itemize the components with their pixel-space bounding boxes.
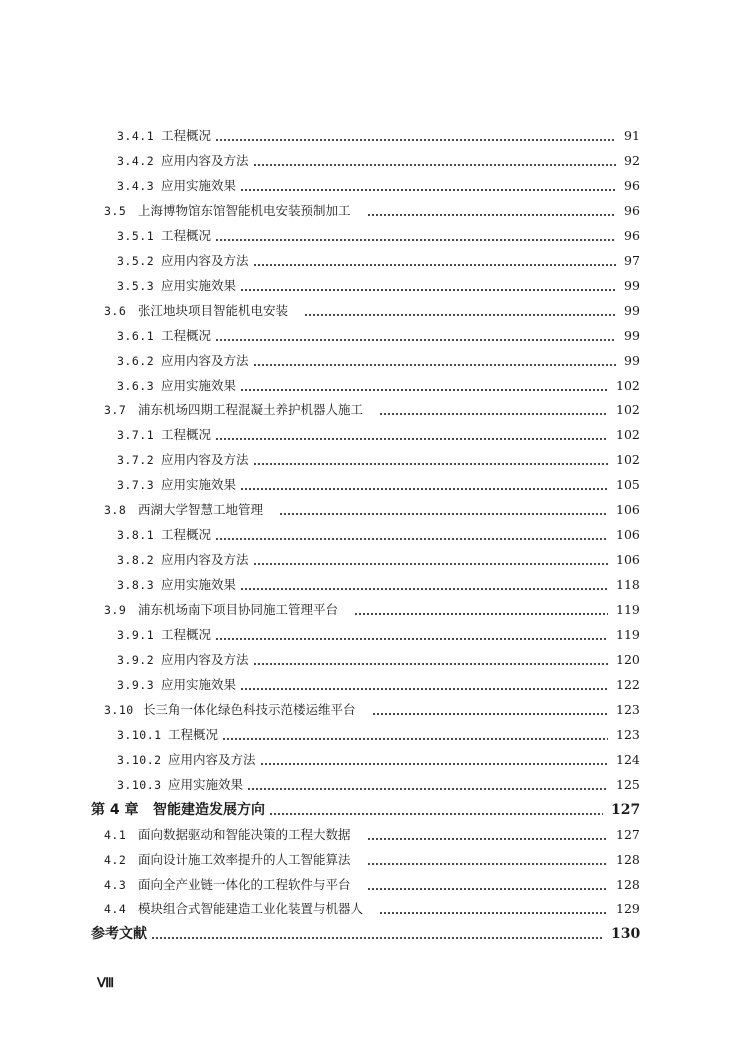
toc-number: 4.2 bbox=[104, 852, 127, 867]
toc-title: 应用内容及方法 bbox=[161, 152, 249, 168]
toc-entry bbox=[0, 775, 750, 795]
toc-title: 应用内容及方法 bbox=[161, 552, 249, 568]
toc-entry bbox=[0, 201, 750, 221]
toc-entry bbox=[0, 376, 750, 396]
dot-leader bbox=[354, 600, 608, 620]
toc-number: 3.10 bbox=[104, 702, 134, 717]
toc-entry bbox=[0, 500, 750, 520]
toc-page-number: 124 bbox=[616, 751, 640, 767]
dot-leader bbox=[379, 400, 608, 420]
toc-entry bbox=[0, 725, 750, 745]
toc-entry bbox=[0, 251, 750, 271]
toc-entry bbox=[0, 276, 750, 296]
dot-leader bbox=[215, 226, 616, 246]
dot-leader bbox=[253, 450, 608, 470]
dot-leader bbox=[367, 825, 608, 845]
toc-title: 面向设计施工效率提升的人工智能算法 bbox=[138, 851, 351, 867]
toc-entry bbox=[0, 650, 750, 670]
dot-leader bbox=[215, 625, 608, 645]
toc-page-number: 96 bbox=[624, 177, 640, 193]
dot-leader bbox=[367, 875, 608, 895]
toc-entry bbox=[0, 899, 750, 919]
toc-number: 3.5.3 bbox=[117, 278, 155, 293]
toc-title: 应用实施效果 bbox=[161, 377, 237, 393]
toc-page-number: 106 bbox=[616, 527, 640, 543]
toc-entry bbox=[0, 425, 750, 445]
toc-page-number: 130 bbox=[611, 926, 641, 943]
toc-number: 4.4 bbox=[104, 902, 127, 917]
dot-leader bbox=[240, 176, 616, 196]
dot-leader bbox=[304, 301, 616, 321]
toc-title: 应用实施效果 bbox=[161, 577, 237, 593]
toc-entry bbox=[0, 326, 750, 346]
dot-leader bbox=[253, 351, 616, 371]
toc-page-number: 125 bbox=[616, 776, 640, 792]
toc-page-number: 123 bbox=[616, 701, 640, 717]
dot-leader bbox=[215, 525, 608, 545]
dot-leader bbox=[367, 201, 616, 221]
toc-number: 3.7 bbox=[104, 403, 127, 418]
toc-number: 4.1 bbox=[104, 827, 127, 842]
toc-title: 张江地块项目智能机电安装 bbox=[138, 302, 289, 318]
toc-entry bbox=[0, 475, 750, 495]
toc-page-number: 106 bbox=[616, 502, 640, 518]
toc-page-number: 102 bbox=[616, 427, 640, 443]
dot-leader bbox=[222, 725, 608, 745]
toc-title: 工程概况 bbox=[161, 527, 212, 543]
toc-page-number: 99 bbox=[624, 302, 640, 318]
toc-title: 浦东机场南下项目协同施工管理平台 bbox=[138, 602, 339, 618]
toc-title: 应用内容及方法 bbox=[168, 751, 256, 767]
toc-title: 西湖大学智慧工地管理 bbox=[138, 502, 264, 518]
toc-number: 3.8 bbox=[104, 503, 127, 518]
toc-page-number: 128 bbox=[616, 876, 640, 892]
toc-number: 3.7.3 bbox=[117, 478, 155, 493]
toc-title: 工程概况 bbox=[161, 427, 212, 443]
toc-page-number: 128 bbox=[616, 851, 640, 867]
dot-leader bbox=[372, 700, 608, 720]
toc-title: 应用实施效果 bbox=[161, 477, 237, 493]
toc-entry bbox=[0, 151, 750, 171]
toc-number: 3.4.2 bbox=[117, 153, 155, 168]
dot-leader bbox=[240, 575, 608, 595]
toc-page-number: 102 bbox=[616, 402, 640, 418]
toc-title: 应用内容及方法 bbox=[161, 352, 249, 368]
toc-number: 3.4.3 bbox=[117, 178, 155, 193]
toc-number: 3.9 bbox=[104, 603, 127, 618]
toc-page-number: 123 bbox=[616, 726, 640, 742]
toc-entry bbox=[0, 700, 750, 720]
toc-entry bbox=[0, 600, 750, 620]
toc-title: 应用内容及方法 bbox=[161, 452, 249, 468]
toc-page-number: 118 bbox=[616, 577, 640, 593]
toc-title: 浦东机场四期工程混凝土养护机器人施工 bbox=[138, 402, 364, 418]
toc-number: 3.9.2 bbox=[117, 652, 155, 667]
toc-number: 3.10.1 bbox=[117, 727, 162, 742]
toc-page-number: 106 bbox=[616, 552, 640, 568]
toc-page-number: 92 bbox=[624, 152, 640, 168]
toc-number: 3.6.3 bbox=[117, 378, 155, 393]
toc-number: 3.8.2 bbox=[117, 553, 155, 568]
toc-entry bbox=[0, 850, 750, 870]
toc-title: 应用实施效果 bbox=[161, 177, 237, 193]
dot-leader bbox=[215, 425, 608, 445]
toc-number: 3.6.1 bbox=[117, 328, 155, 343]
toc-entry bbox=[0, 450, 750, 470]
toc-page-number: 120 bbox=[616, 651, 640, 667]
toc-entry bbox=[0, 875, 750, 895]
toc-page-number: 122 bbox=[616, 676, 640, 692]
toc-title: 工程概况 bbox=[161, 627, 212, 642]
toc-number: 3.7.2 bbox=[117, 453, 155, 468]
toc-title: 工程概况 bbox=[168, 726, 219, 742]
toc-entry bbox=[0, 400, 750, 420]
toc-number: 3.7.1 bbox=[117, 428, 155, 443]
toc-page-number: 99 bbox=[624, 352, 640, 368]
dot-leader bbox=[253, 251, 616, 271]
toc-page-number: 119 bbox=[616, 627, 640, 642]
toc-number: 3.8.3 bbox=[117, 578, 155, 593]
toc-title: 面向全产业链一体化的工程软件与平台 bbox=[138, 876, 351, 892]
toc-references bbox=[0, 924, 750, 944]
toc-entry bbox=[0, 301, 750, 321]
toc-title: 应用实施效果 bbox=[168, 776, 244, 792]
toc-title: 参考文献 bbox=[91, 926, 147, 943]
dot-leader bbox=[253, 550, 608, 570]
dot-leader bbox=[253, 650, 608, 670]
toc-entry bbox=[0, 625, 750, 645]
toc-number: 3.8.1 bbox=[117, 528, 155, 543]
dot-leader bbox=[240, 675, 608, 695]
dot-leader bbox=[379, 899, 608, 919]
toc-entry bbox=[0, 675, 750, 695]
toc-title: 面向数据驱动和智能决策的工程大数据 bbox=[138, 826, 351, 842]
toc-title: 上海博物馆东馆智能机电安装预制加工 bbox=[138, 202, 351, 218]
dot-leader bbox=[240, 475, 608, 495]
toc-number: 3.5.2 bbox=[117, 253, 155, 268]
toc-page-number: 91 bbox=[624, 128, 640, 143]
toc-entry bbox=[0, 351, 750, 371]
toc-page-number: 102 bbox=[616, 377, 640, 393]
toc-number: 4.3 bbox=[104, 877, 127, 892]
toc-number: 3.9.3 bbox=[117, 677, 155, 692]
toc-page-number: 99 bbox=[624, 277, 640, 293]
toc-number: 3.5.1 bbox=[117, 228, 155, 243]
toc-title: 应用内容及方法 bbox=[161, 252, 249, 268]
toc-page-number: 96 bbox=[624, 227, 640, 243]
dot-leader bbox=[367, 850, 608, 870]
toc-number: 3.4.1 bbox=[117, 129, 155, 143]
dot-leader bbox=[215, 126, 616, 146]
toc-page-number: 129 bbox=[616, 901, 640, 917]
toc-title: 长三角一体化绿色科技示范楼运维平台 bbox=[143, 701, 356, 717]
dot-leader bbox=[253, 151, 616, 171]
toc-title: 应用内容及方法 bbox=[161, 651, 249, 667]
dot-leader bbox=[215, 326, 616, 346]
toc-title: 工程概况 bbox=[161, 128, 212, 143]
dot-leader bbox=[240, 376, 608, 396]
toc-page-number: 97 bbox=[624, 252, 640, 268]
toc-page-number: 105 bbox=[616, 477, 640, 493]
toc-page-number: 96 bbox=[624, 202, 640, 218]
toc-number: 3.6 bbox=[104, 303, 127, 318]
toc-entry bbox=[0, 226, 750, 246]
dot-leader bbox=[260, 750, 608, 770]
toc-number: 3.10.3 bbox=[117, 777, 162, 792]
toc-entry bbox=[0, 126, 750, 146]
toc-entry bbox=[0, 176, 750, 196]
toc-title: 应用实施效果 bbox=[161, 277, 237, 293]
toc-entry bbox=[0, 825, 750, 845]
toc-title: 工程概况 bbox=[161, 227, 212, 243]
toc-title: 应用实施效果 bbox=[161, 676, 237, 692]
toc-page-number: 99 bbox=[624, 327, 640, 343]
toc-entry bbox=[0, 750, 750, 770]
toc-page-number: 127 bbox=[616, 826, 640, 842]
toc-chapter bbox=[0, 800, 750, 820]
toc-entry bbox=[0, 550, 750, 570]
dot-leader bbox=[269, 800, 603, 820]
toc-page-number: 119 bbox=[616, 602, 640, 618]
toc-number: 3.9.1 bbox=[117, 628, 155, 642]
toc-entry bbox=[0, 525, 750, 545]
toc-number: 3.5 bbox=[104, 203, 127, 218]
dot-leader bbox=[279, 500, 608, 520]
toc-title: 工程概况 bbox=[161, 327, 212, 343]
toc-entry bbox=[0, 575, 750, 595]
toc-number: 第 4 章 bbox=[91, 801, 139, 818]
dot-leader bbox=[247, 775, 608, 795]
toc-number: 3.10.2 bbox=[117, 752, 162, 767]
toc-title: 模块组合式智能建造工业化装置与机器人 bbox=[138, 901, 364, 917]
toc-number: 3.6.2 bbox=[117, 353, 155, 368]
dot-leader bbox=[240, 276, 616, 296]
toc-page-number: 127 bbox=[611, 801, 641, 818]
toc-page-number: 102 bbox=[616, 452, 640, 468]
page-number: Ⅷ bbox=[97, 975, 115, 990]
toc-title: 智能建造发展方向 bbox=[153, 801, 265, 818]
dot-leader bbox=[151, 924, 603, 944]
